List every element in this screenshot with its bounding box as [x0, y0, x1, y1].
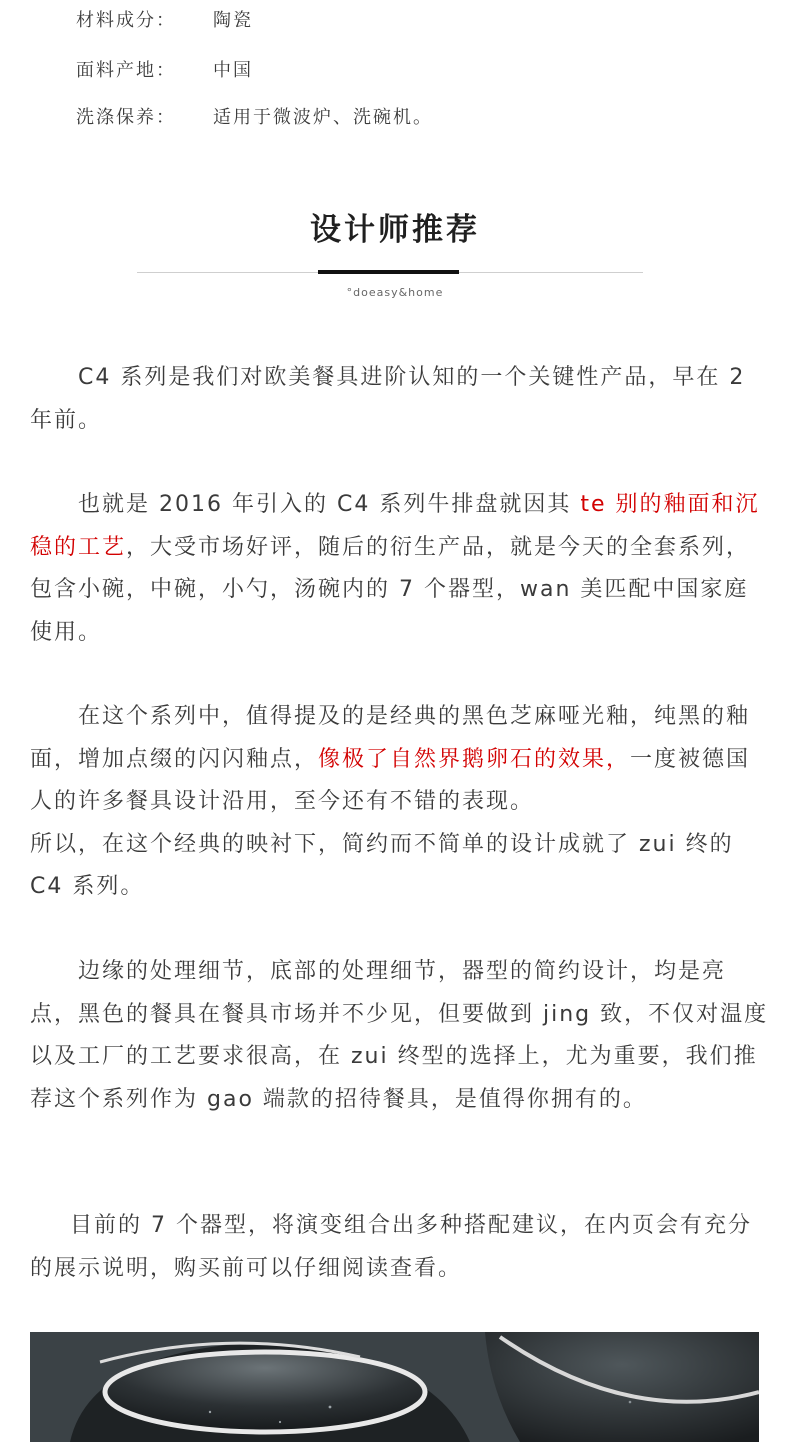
spec-label: 面料产地：	[76, 60, 176, 81]
history-paragraph	[30, 484, 770, 654]
brand-tagline: °doeasy&home	[346, 286, 444, 299]
paragraph-text: 目前的 7 个器型，将演变组合出多种搭配建议，在内页会有充分的展示说明，购买前可以仔细阅读查看。	[30, 1213, 752, 1281]
intro-paragraph	[30, 357, 770, 442]
detail-paragraph	[30, 951, 770, 1121]
spec-label: 洗涤保养：	[76, 107, 176, 128]
spec-value: 适用于微波炉、洗碗机。	[213, 107, 433, 128]
section-title: 设计师推荐	[310, 212, 480, 248]
paragraph-text: 所以，在这个经典的映衬下，简约而不简单的设计成就了 zui 终的 C4 系列。	[30, 831, 734, 899]
paragraph-text: ，大受市场好评，随后的衍生产品，就是今天的全套系列，包含小碗，中碗，小勺，汤碗内的 7 个器型，wan 美匹配中国家庭使用。	[30, 534, 751, 645]
highlight-text: 像极了自然界鹅卵石的效果，	[318, 746, 631, 772]
closing-paragraph	[30, 1205, 770, 1290]
spec-value: 中国	[213, 60, 253, 81]
paragraph-text: 在这个系列中，值得提及的是经典的黑色芝麻哑光釉，纯黑的釉面，增加点缀的闪闪釉点，	[30, 704, 751, 772]
title-divider-accent	[318, 270, 459, 274]
paragraph-text: C4 系列是我们对欧美餐具进阶认知的一个关键性产品，早在 2 年前。	[30, 365, 746, 433]
spec-value: 陶瓷	[213, 10, 253, 31]
highlight-text: te 别的釉面和沉稳的工艺	[30, 492, 760, 560]
paragraph-text: 边缘的处理细节，底部的处理细节，器型的简约设计，均是亮点，黑色的餐具在餐具市场并不少见，但要做到 jing 致，不仅对温度以及工厂的工艺要求很高，在 zui 终型的选择上，尤为重要，我们推荐这个系列作为 gao 端款的招待餐具，是值得你拥有的。	[30, 959, 769, 1112]
paragraph-text: 一度被德国人的许多餐具设计沿用，至今还有不错的表现。	[30, 746, 751, 814]
spec-label: 材料成分：	[76, 10, 176, 31]
tableware-illustration	[30, 1332, 759, 1442]
product-photo	[30, 1332, 759, 1442]
paragraph-text: 也就是 2016 年引入的 C4 系列牛排盘就因其	[78, 492, 581, 517]
glaze-paragraph	[30, 696, 770, 909]
